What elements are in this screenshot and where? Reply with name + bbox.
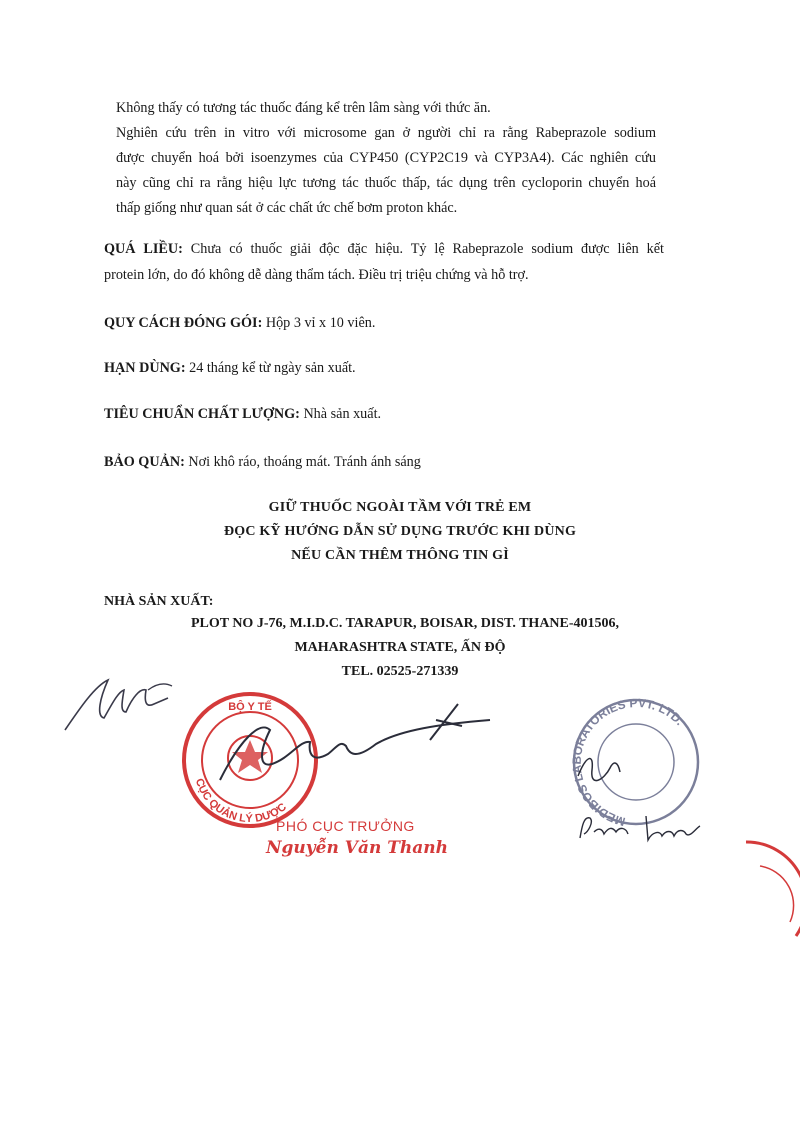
quality-text: Nhà sản xuất. [303,406,382,422]
interaction-line-3: được chuyển hoá bởi isoenzymes của CYP450 (CYP2C19 và CYP3A4). Các nghiên cứu [116,150,656,166]
interaction-line-4: này cũng chỉ ra rằng hiệu lực tương tác thuốc thấp, tác dụng trên cycloporin chuyển hoá [116,175,656,191]
interaction-line-5: thấp giống như quan sát ở các chất ức chế bơm proton khác. [116,200,458,216]
overdose-line-1: Chưa có thuốc giải độc đặc hiệu. Tỷ lệ Rabeprazole sodium được liên kết [190,241,665,257]
shelf-life-label: HẠN DÙNG: [104,360,186,376]
warning-block [0,496,800,568]
signer-title: PHÓ CỤC TRƯỞNG [276,818,415,834]
packaging-text: Hộp 3 vỉ x 10 viên. [265,315,376,331]
overdose-label: QUÁ LIỀU: [104,241,183,257]
overdose-section [104,236,664,288]
quality-label: TIÊU CHUẨN CHẤT LƯỢNG: [104,406,300,422]
quality-section [104,401,664,427]
warning-line-2: ĐỌC KỸ HƯỚNG DẪN SỬ DỤNG TRƯỚC KHI DÙNG [223,524,577,539]
packaging-label: QUY CÁCH ĐÓNG GÓI: [104,315,263,331]
partial-red-stamp-edge [726,836,800,946]
interaction-line-1: Không thấy có tương tác thuốc đáng kể trên lâm sàng với thức ăn. [116,100,491,116]
storage-label: BẢO QUẢN: [104,454,185,470]
company-signature [576,808,706,848]
stamp-top-text: BỘ Y TẾ [228,701,272,713]
signer-name: Nguyễn Văn Thanh [266,838,448,858]
packaging-section [104,310,664,336]
manufacturer-address-1: PLOT NO J-76, M.I.D.C. TARAPUR, BOISAR, DIST. THANE-401506, [190,616,620,631]
manufacturer-address-2: MAHARASHTRA STATE, ẤN ĐỘ [294,640,506,655]
director-signature [200,700,500,790]
company-stamp-text: MEDIBOS LABORATORIES PVT. LTD. [569,695,687,829]
manufacturer-label: NHÀ SẢN XUẤT: [104,594,214,609]
storage-text: Nơi khô ráo, thoáng mát. Tránh ánh sáng [188,454,421,470]
storage-section [104,449,664,475]
warning-line-3: NẾU CẦN THÊM THÔNG TIN GÌ [291,548,509,563]
interaction-paragraph [116,96,656,221]
manufacturer-phone: TEL. 02525-271339 [341,664,459,679]
shelf-life-text: 24 tháng kể từ ngày sản xuất. [189,360,356,376]
interaction-line-2: Nghiên cứu trên in vitro với microsome gan ở người chỉ ra rằng Rabeprazole sodium [116,125,656,141]
overdose-line-2: protein lớn, do đó không dễ dàng thẩm tách. Điều trị triệu chứng và hỗ trợ. [104,267,529,283]
stamp-ring-text: CỤC QUẢN LÝ DƯỢC [192,777,289,826]
warning-line-1: GIỮ THUỐC NGOÀI TẦM VỚI TRẺ EM [268,500,532,515]
shelf-life-section [104,355,664,381]
